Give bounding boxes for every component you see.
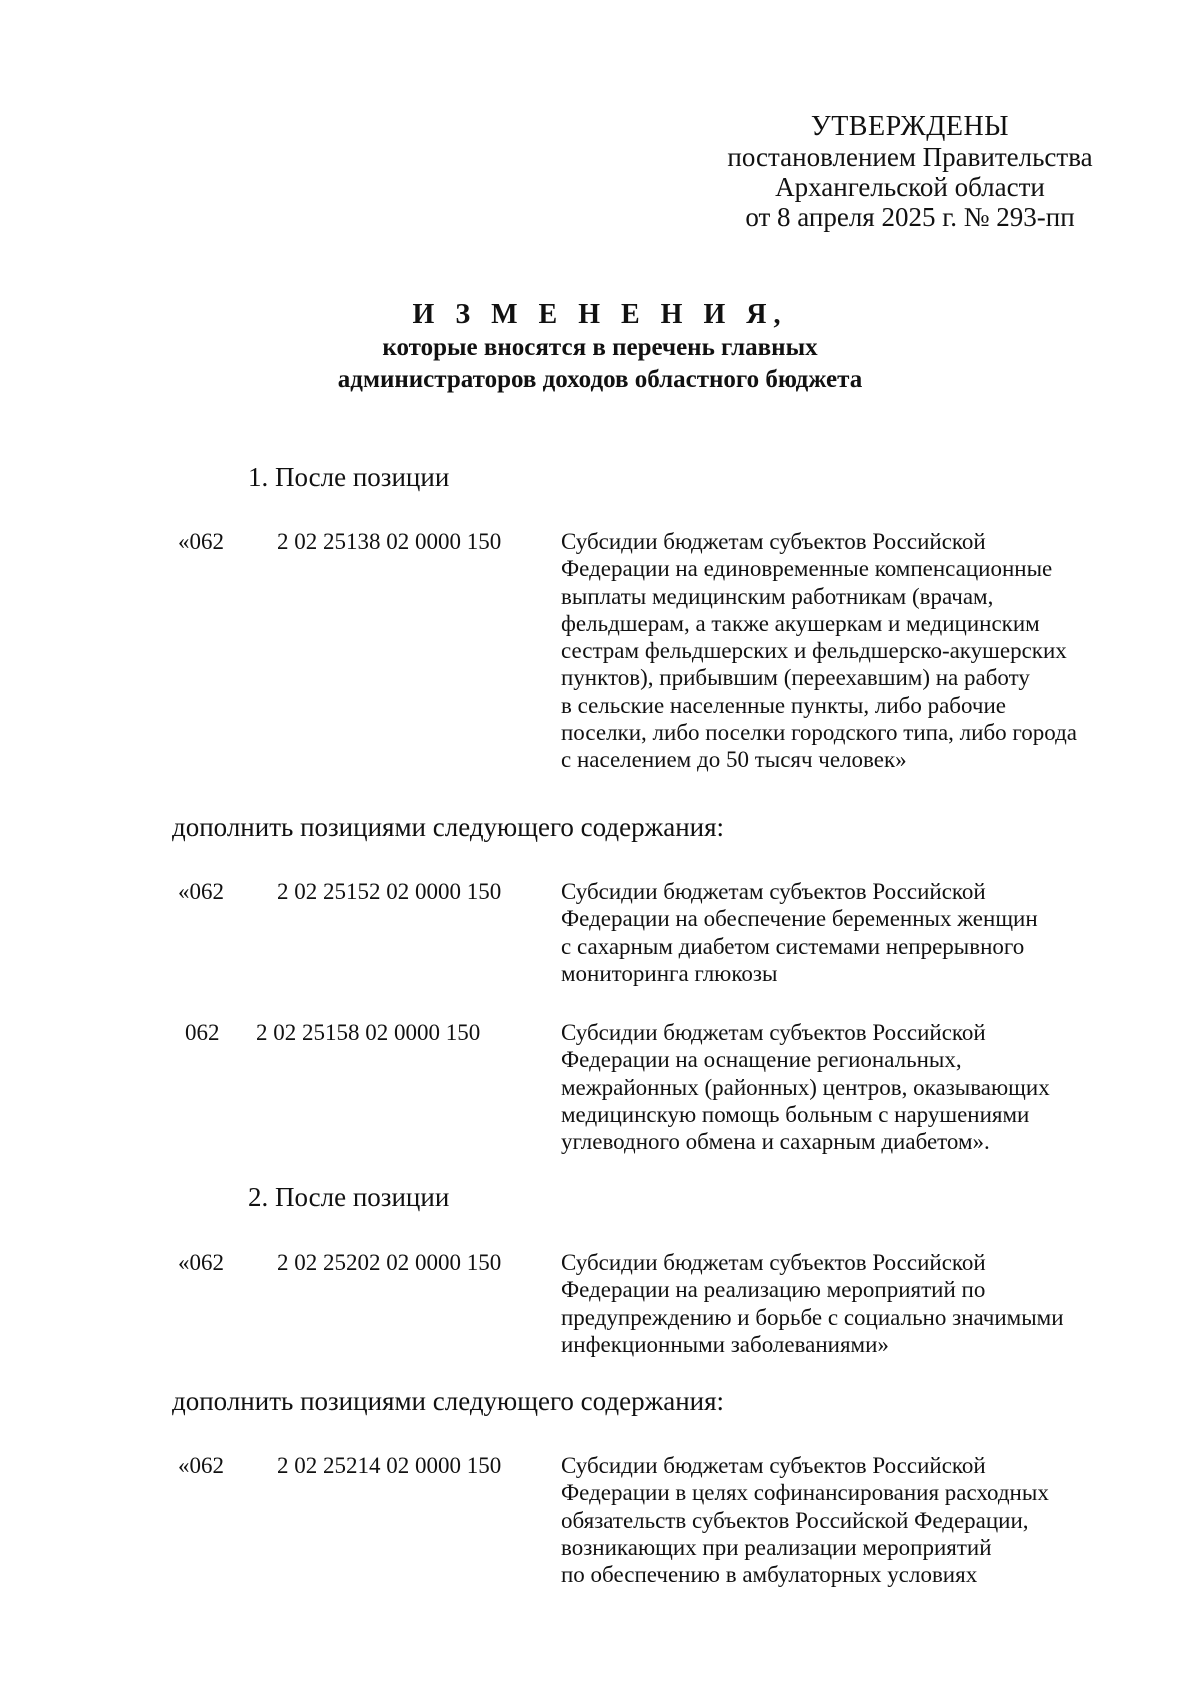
- section-heading: 2. После позиции: [248, 1182, 450, 1212]
- revenue-description: [561, 878, 1121, 987]
- description-line: фельдшерам, а также акушеркам и медицинским: [561, 610, 1040, 636]
- description-line: Субсидии бюджетам субъектов Российской: [561, 1020, 986, 1045]
- description-line: Субсидии бюджетам субъектов Российской: [561, 879, 986, 904]
- approval-stamp: [700, 112, 1120, 232]
- description-line: Федерации на обеспечение беременных женщин: [561, 906, 1038, 932]
- description-line: Федерации на реализацию мероприятий по: [561, 1277, 986, 1303]
- description-line: мониторинга глюкозы: [561, 960, 778, 986]
- description-line: предупреждению и борьбе с социально значимыми: [561, 1304, 1064, 1330]
- description-line: Субсидии бюджетам субъектов Российской: [561, 529, 986, 554]
- supplement-phrase: дополнить позициями следующего содержания:: [172, 812, 725, 842]
- description-line: межрайонных (районных) центров, оказывающих: [561, 1074, 1050, 1100]
- description-line: инфекционными заболеваниями»: [561, 1331, 889, 1357]
- revenue-code: 2 02 25158 02 0000 150: [256, 1020, 481, 1045]
- admin-code: «062: [178, 529, 224, 554]
- title-subtitle: которые вносятся в перечень главных: [382, 334, 818, 361]
- description-line: выплаты медицинским работникам (врачам,: [561, 583, 994, 609]
- description-line: сестрам фельдшерских и фельдшерско-акушерских: [561, 638, 1067, 664]
- supplement-phrase: дополнить позициями следующего содержания:: [172, 1386, 725, 1416]
- description-line: пунктов), прибывшим (переехавшим) на работу: [561, 665, 1030, 691]
- description-line: Субсидии бюджетам субъектов Российской: [561, 1453, 986, 1478]
- admin-code: «062: [178, 1250, 224, 1275]
- description-line: поселки, либо поселки городского типа, либо города: [561, 720, 1078, 746]
- approval-line: постановлением Правительства: [727, 142, 1093, 172]
- admin-code: «062: [178, 879, 224, 904]
- revenue-description: [561, 1452, 1121, 1588]
- revenue-description: [561, 1019, 1121, 1155]
- admin-code: 062: [185, 1020, 220, 1045]
- section-heading: 1. После позиции: [248, 462, 450, 492]
- document-title: [0, 298, 1200, 396]
- description-line: возникающих при реализации мероприятий: [561, 1534, 992, 1560]
- revenue-code: 2 02 25138 02 0000 150: [277, 529, 502, 554]
- description-line: Федерации в целях софинансирования расходных: [561, 1480, 1049, 1506]
- description-line: с сахарным диабетом системами непрерывного: [561, 933, 1025, 959]
- description-line: медицинскую помощь больным с нарушениями: [561, 1101, 1030, 1127]
- description-line: по обеспечению в амбулаторных условиях: [561, 1562, 978, 1588]
- description-line: Федерации на оснащение региональных,: [561, 1047, 962, 1073]
- approval-heading: УТВЕРЖДЕНЫ: [810, 111, 1010, 142]
- approval-date: от 8 апреля 2025 г. № 293-пп: [745, 202, 1075, 232]
- revenue-code: 2 02 25202 02 0000 150: [277, 1250, 502, 1275]
- approval-line: Архангельской области: [775, 172, 1045, 202]
- revenue-code: 2 02 25152 02 0000 150: [277, 879, 502, 904]
- description-line: с населением до 50 тысяч человек»: [561, 747, 907, 773]
- description-line: углеводного обмена и сахарным диабетом».: [561, 1129, 990, 1155]
- description-line: Федерации на единовременные компенсационные: [561, 556, 1053, 582]
- title-main: И З М Е Н Е Н И Я,: [412, 299, 788, 330]
- admin-code: «062: [178, 1453, 224, 1478]
- description-line: обязательств субъектов Российской Федерации,: [561, 1507, 1029, 1533]
- description-line: Субсидии бюджетам субъектов Российской: [561, 1250, 986, 1275]
- title-subtitle: администраторов доходов областного бюджета: [337, 366, 863, 393]
- revenue-code: 2 02 25214 02 0000 150: [277, 1453, 502, 1478]
- revenue-description: [561, 528, 1121, 774]
- description-line: в сельские населенные пункты, либо рабочие: [561, 692, 1006, 718]
- revenue-description: [561, 1249, 1121, 1358]
